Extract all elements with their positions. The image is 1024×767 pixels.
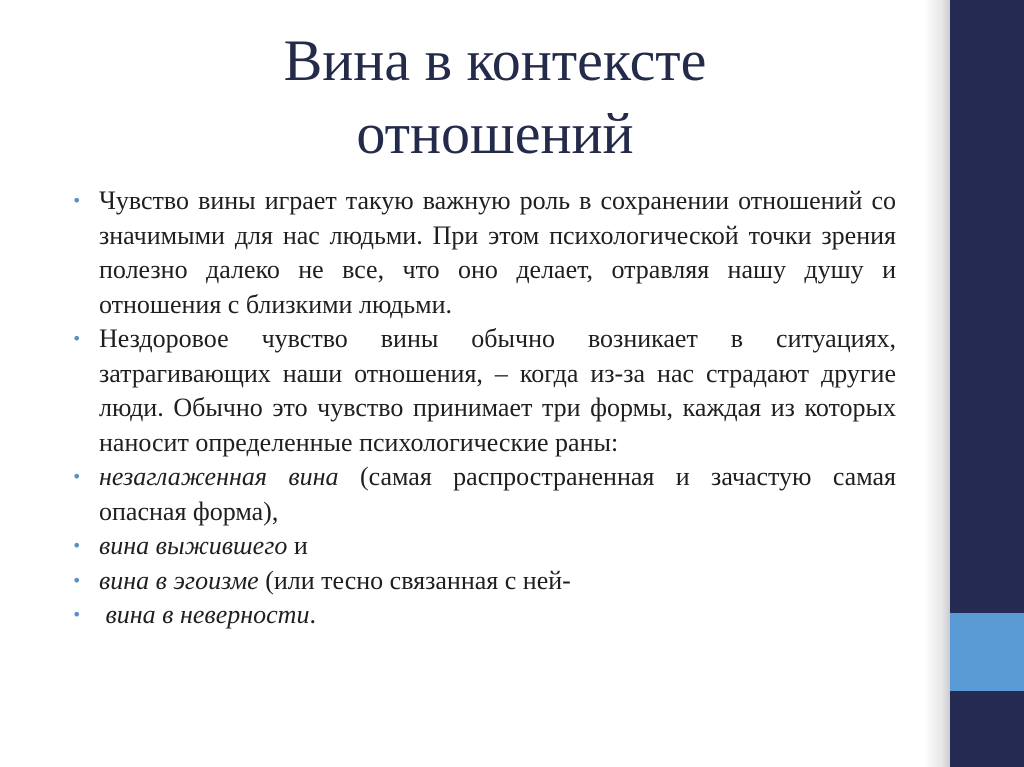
bullet-item — [70, 598, 896, 633]
bullet-italic-term: незаглаженная вина — [99, 462, 339, 491]
bullet-icon: • — [72, 329, 82, 348]
bullet-icon: • — [72, 605, 82, 624]
bullet-text: . — [309, 600, 316, 629]
bullet-item — [70, 184, 896, 322]
bullet-italic-term: вина в неверности — [99, 600, 310, 629]
bullet-text: (самая распространенная и зачастую самая опасная форма), — [99, 462, 896, 526]
sidebar-shadow — [924, 0, 950, 767]
bullet-icon: • — [72, 536, 82, 555]
bullet-icon: • — [72, 191, 82, 210]
bullet-item — [70, 529, 896, 564]
bullet-italic-term: вина выжившего — [99, 531, 288, 560]
bullet-icon: • — [72, 467, 82, 486]
bullet-italic-term: вина в эгоизме — [99, 565, 259, 595]
slide-title: Вина в контексте отношений — [283, 28, 707, 166]
bullet-item — [70, 322, 896, 460]
bullet-list — [70, 184, 896, 633]
bullet-item — [70, 460, 896, 529]
sidebar-accent-block — [950, 613, 1024, 691]
bullet-item — [70, 564, 896, 599]
bullet-text: Чувство вины играет такую важную роль в сохранении отношений со значимыми для нас людьми. При этом психологической точки зрения полезно далеко не все, что оно делает, отравляя нашу душу и отношения с близкими людьми. — [99, 186, 896, 319]
bullet-text: Нездоровое чувство вины обычно возникает в ситуациях, затрагивающих наши отношения, – когда из-за нас страдают другие люди. Обычно это чувство принимает три формы, каждая из которых наносит определенные психологические раны: — [99, 324, 896, 457]
bullet-text: и — [287, 531, 308, 560]
bullet-text: (или тесно связанная с ней- — [258, 565, 571, 595]
bullet-icon: • — [72, 570, 82, 590]
